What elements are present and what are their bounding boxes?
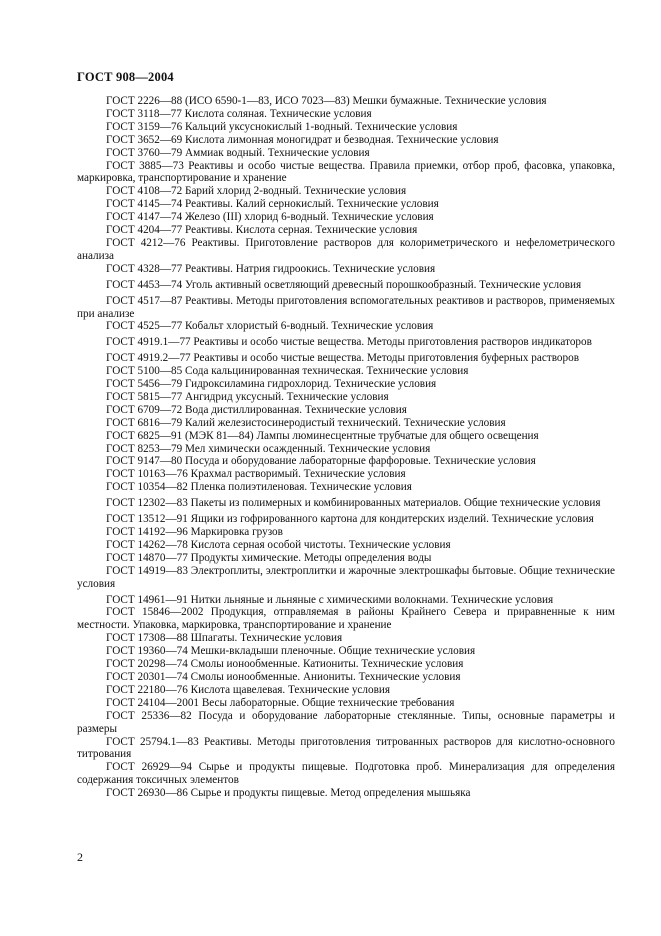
reference-item: ГОСТ 20301—74 Смолы ионообменные. Аниониты. Технические условия: [106, 670, 461, 683]
reference-item: ГОСТ 26929—94 Сырье и продукты пищевые. Подготовка проб. Минерализация для определения содержания токсичных элементов: [77, 761, 615, 787]
reference-item: ГОСТ 4453—74 Уголь активный осветляющий древесный порошкообразный. Технические условия: [106, 278, 582, 291]
reference-item: ГОСТ 8253—79 Мел химически осажденный. Технические условия: [106, 442, 431, 455]
reference-item: ГОСТ 3760—79 Аммиак водный. Технические условия: [106, 146, 370, 159]
reference-item: ГОСТ 24104—2001 Весы лабораторные. Общие технические требования: [106, 696, 455, 709]
reference-item: ГОСТ 4919.2—77 Реактивы и особо чистые вещества. Методы приготовления буферных растворов: [106, 352, 579, 365]
reference-item: ГОСТ 10354—82 Пленка полиэтиленовая. Технические условия: [106, 481, 412, 494]
reference-item: ГОСТ 6816—79 Калий железистосинеродистый технический. Технические условия: [106, 416, 506, 429]
reference-item: ГОСТ 3118—77 Кислота соляная. Технические условия: [106, 107, 372, 120]
reference-item: ГОСТ 14961—91 Нитки льняные и льняные с химическими волокнами. Технические условия: [106, 593, 554, 606]
reference-item: ГОСТ 3885—73 Реактивы и особо чистые вещества. Правила приемки, отбор проб, фасовка, упаковка, маркировка, транспортирование и хранение: [77, 159, 615, 185]
reference-item: ГОСТ 6709—72 Вода дистиллированная. Технические условия: [106, 403, 407, 416]
reference-item: ГОСТ 25794.1—83 Реактивы. Методы приготовления титрованных растворов для кислотно-основного титрования: [77, 735, 615, 761]
reference-item: ГОСТ 12302—83 Пакеты из полимерных и комбинированных материалов. Общие технические условия: [106, 497, 601, 510]
reference-item: ГОСТ 2226—88 (ИСО 6590-1—83, ИСО 7023—83) Мешки бумажные. Технические условия: [106, 95, 547, 107]
reference-item: ГОСТ 4328—77 Реактивы. Натрия гидроокись. Технические условия: [106, 262, 436, 275]
reference-item: ГОСТ 4108—72 Барий хлорид 2-водный. Технические условия: [106, 185, 407, 198]
reference-item: ГОСТ 4147—74 Железо (III) хлорид 6-водный. Технические условия: [106, 211, 434, 224]
reference-item: ГОСТ 4525—77 Кобальт хлористый 6-водный. Технические условия: [106, 320, 434, 333]
reference-item: ГОСТ 6825—91 (МЭК 81—84) Лампы люминесцентные трубчатые для общего освещения: [106, 429, 539, 442]
reference-item: ГОСТ 3159—76 Кальций уксуснокислый 1-водный. Технические условия: [106, 120, 458, 133]
reference-item: ГОСТ 17308—88 Шпагаты. Технические условия: [106, 632, 343, 645]
reference-item: ГОСТ 25336—82 Посуда и оборудование лабораторные стеклянные. Типы, основные параметры и размеры: [77, 709, 615, 735]
reference-item: ГОСТ 4919.1—77 Реактивы и особо чистые вещества. Методы приготовления растворов индикаторов: [106, 336, 592, 349]
reference-item: ГОСТ 4145—74 Реактивы. Калий сернокислый. Технические условия: [106, 198, 439, 211]
reference-item: ГОСТ 22180—76 Кислота щавелевая. Технические условия: [106, 683, 390, 696]
reference-item: ГОСТ 26930—86 Сырье и продукты пищевые. Метод определения мышьяка: [106, 787, 471, 800]
reference-item: ГОСТ 14919—83 Электроплиты, электроплитки и жарочные электрошкафы бытовые. Общие технические условия: [77, 564, 615, 590]
reference-item: ГОСТ 14262—78 Кислота серная особой чистоты. Технические условия: [106, 538, 451, 551]
reference-item: ГОСТ 5100—85 Сода кальцинированная техническая. Технические условия: [106, 365, 469, 378]
reference-list: [77, 95, 615, 800]
reference-item: ГОСТ 5456—79 Гидроксиламина гидрохлорид. Технические условия: [106, 378, 437, 391]
reference-item: ГОСТ 4517—87 Реактивы. Методы приготовления вспомогательных реактивов и растворов, применяемых при анализе: [77, 294, 615, 320]
reference-item: ГОСТ 20298—74 Смолы ионообменные. Катиониты. Технические условия: [106, 658, 464, 671]
reference-item: ГОСТ 19360—74 Мешки-вкладыши пленочные. Общие технические условия: [106, 645, 476, 658]
reference-item: ГОСТ 4204—77 Реактивы. Кислота серная. Технические условия: [106, 224, 418, 237]
reference-item: ГОСТ 10163—76 Крахмал растворимый. Технические условия: [106, 468, 406, 481]
reference-item: ГОСТ 4212—76 Реактивы. Приготовление растворов для колориметрического и нефелометрического анализа: [77, 236, 615, 262]
reference-item: ГОСТ 14192—96 Маркировка грузов: [106, 526, 283, 538]
reference-item: ГОСТ 14870—77 Продукты химические. Методы определения воды: [106, 551, 432, 564]
reference-item: ГОСТ 3652—69 Кислота лимонная моногидрат и безводная. Технические условия: [106, 133, 499, 146]
reference-item: ГОСТ 9147—80 Посуда и оборудование лабораторные фарфоровые. Технические условия: [106, 455, 536, 468]
page-header: ГОСТ 908—2004: [77, 70, 174, 84]
page-number: 2: [77, 850, 83, 864]
reference-item: ГОСТ 5815—77 Ангидрид уксусный. Технические условия: [106, 390, 389, 403]
reference-item: ГОСТ 13512—91 Ящики из гофрированного картона для кондитерских изделий. Технические условия: [106, 513, 594, 526]
reference-item: ГОСТ 15846—2002 Продукция, отправляемая в районы Крайнего Севера и приравненные к ним местности. Упаковка, маркировка, транспортирование и хранение: [77, 606, 615, 632]
